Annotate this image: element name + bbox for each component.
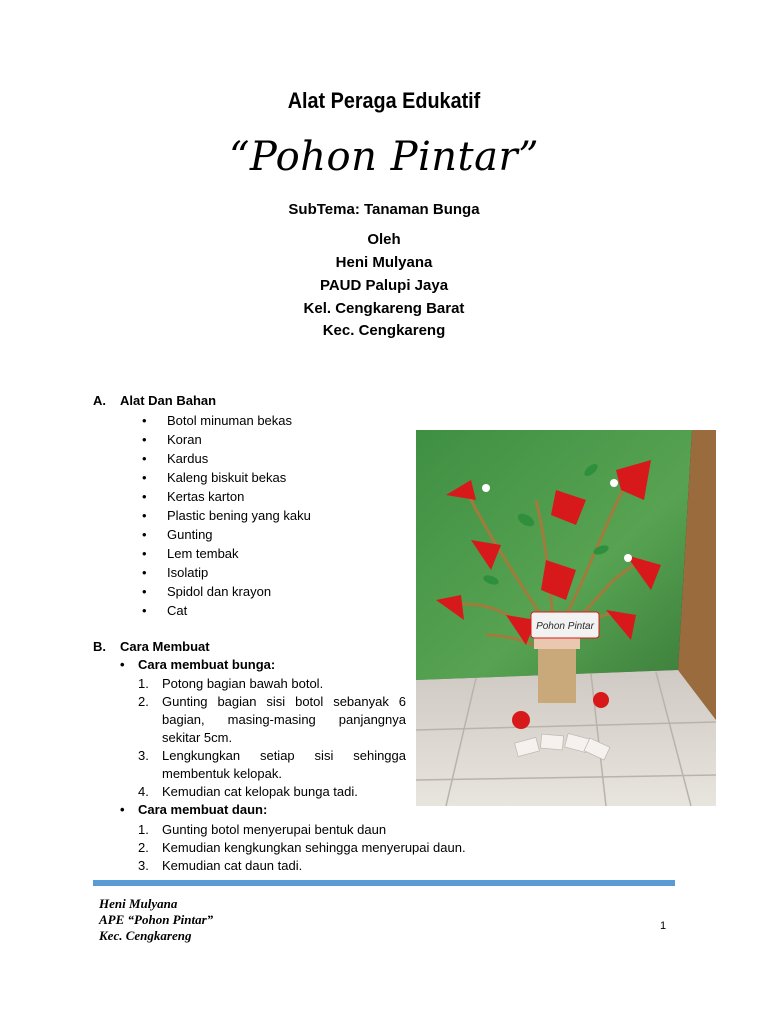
step-number: 2. [138, 840, 149, 855]
step-number: 1. [138, 822, 149, 837]
footer-title: APE “Pohon Pintar” [99, 912, 214, 927]
leaf-steps-list [138, 821, 478, 875]
materials-list [140, 411, 311, 620]
photo-sign-text: Pohon Pintar [536, 621, 594, 632]
step-number: 3. [138, 858, 149, 873]
section-b-title: Cara Membuat [120, 639, 210, 654]
footer-divider [93, 880, 675, 886]
kecamatan-name: Kec. Cengkareng [322, 322, 446, 339]
step-text: Gunting botol menyerupai bentuk daun [162, 822, 387, 837]
document-heading: Alat Peraga Edukatif [287, 88, 481, 113]
list-item: • Kaleng biskuit bekas [140, 468, 311, 487]
step-number: 2. [138, 694, 149, 709]
list-item [138, 693, 406, 747]
kelurahan-name: Kel. Cengkareng Barat [303, 300, 465, 317]
page-number: 1 [660, 920, 667, 932]
list-item: • Spidol dan krayon [140, 582, 311, 601]
step-number: 4. [138, 784, 149, 799]
list-item: • Gunting [140, 525, 311, 544]
section-a-heading [0, 393, 768, 411]
section-a-letter: A. [93, 393, 106, 408]
step-text: Kemudian cat kelopak bunga tadi. [162, 784, 358, 799]
list-item: • Isolatip [140, 563, 311, 582]
section-a-title: Alat Dan Bahan [120, 393, 217, 408]
flower-steps-list [138, 675, 406, 801]
section-b-letter: B. [93, 639, 106, 654]
leaf-method-title: Cara membuat daun: [138, 802, 268, 817]
step-text: Kemudian cat daun tadi. [162, 858, 303, 873]
list-item: • Lem tembak [140, 544, 311, 563]
list-item [138, 839, 478, 857]
list-item: • Plastic bening yang kaku [140, 506, 311, 525]
flower-method-title: Cara membuat bunga: [138, 657, 276, 672]
document-subtheme: SubTema: Tanaman Bunga [288, 201, 480, 218]
list-item [138, 747, 406, 783]
list-item: • Botol minuman bekas [140, 411, 311, 430]
list-item [138, 821, 478, 839]
step-text: Potong bagian bawah botol. [162, 676, 324, 691]
school-name: PAUD Palupi Jaya [319, 277, 449, 294]
step-text: Lengkungkan setiap sisi sehingga membentuk kelopak. [162, 748, 406, 781]
list-item: • Koran [140, 430, 311, 449]
pohon-pintar-photo [416, 430, 716, 806]
step-text: Kemudian kengkungkan sehingga menyerupai daun. [162, 840, 466, 855]
bullet-icon: • [120, 802, 125, 817]
list-item: • Cat [140, 601, 311, 620]
bullet-icon: • [120, 657, 125, 672]
step-number: 1. [138, 676, 149, 691]
list-item: • Kertas karton [140, 487, 311, 506]
author-name: Heni Mulyana [335, 254, 433, 271]
list-item [138, 783, 406, 801]
step-number: 3. [138, 748, 149, 763]
flower-method-heading [120, 657, 275, 672]
footer-district: Kec. Cengkareng [99, 928, 192, 943]
by-label: Oleh [367, 231, 401, 248]
list-item [138, 675, 406, 693]
leaf-method-heading [120, 802, 267, 817]
list-item: • Kardus [140, 449, 311, 468]
list-item [138, 857, 478, 875]
footer-author: Heni Mulyana [99, 896, 178, 911]
step-text: Gunting bagian sisi botol sebanyak 6 bagian, masing-masing panjangnya sekitar 5cm. [162, 694, 406, 745]
document-title: “Pohon Pintar” [228, 134, 540, 180]
